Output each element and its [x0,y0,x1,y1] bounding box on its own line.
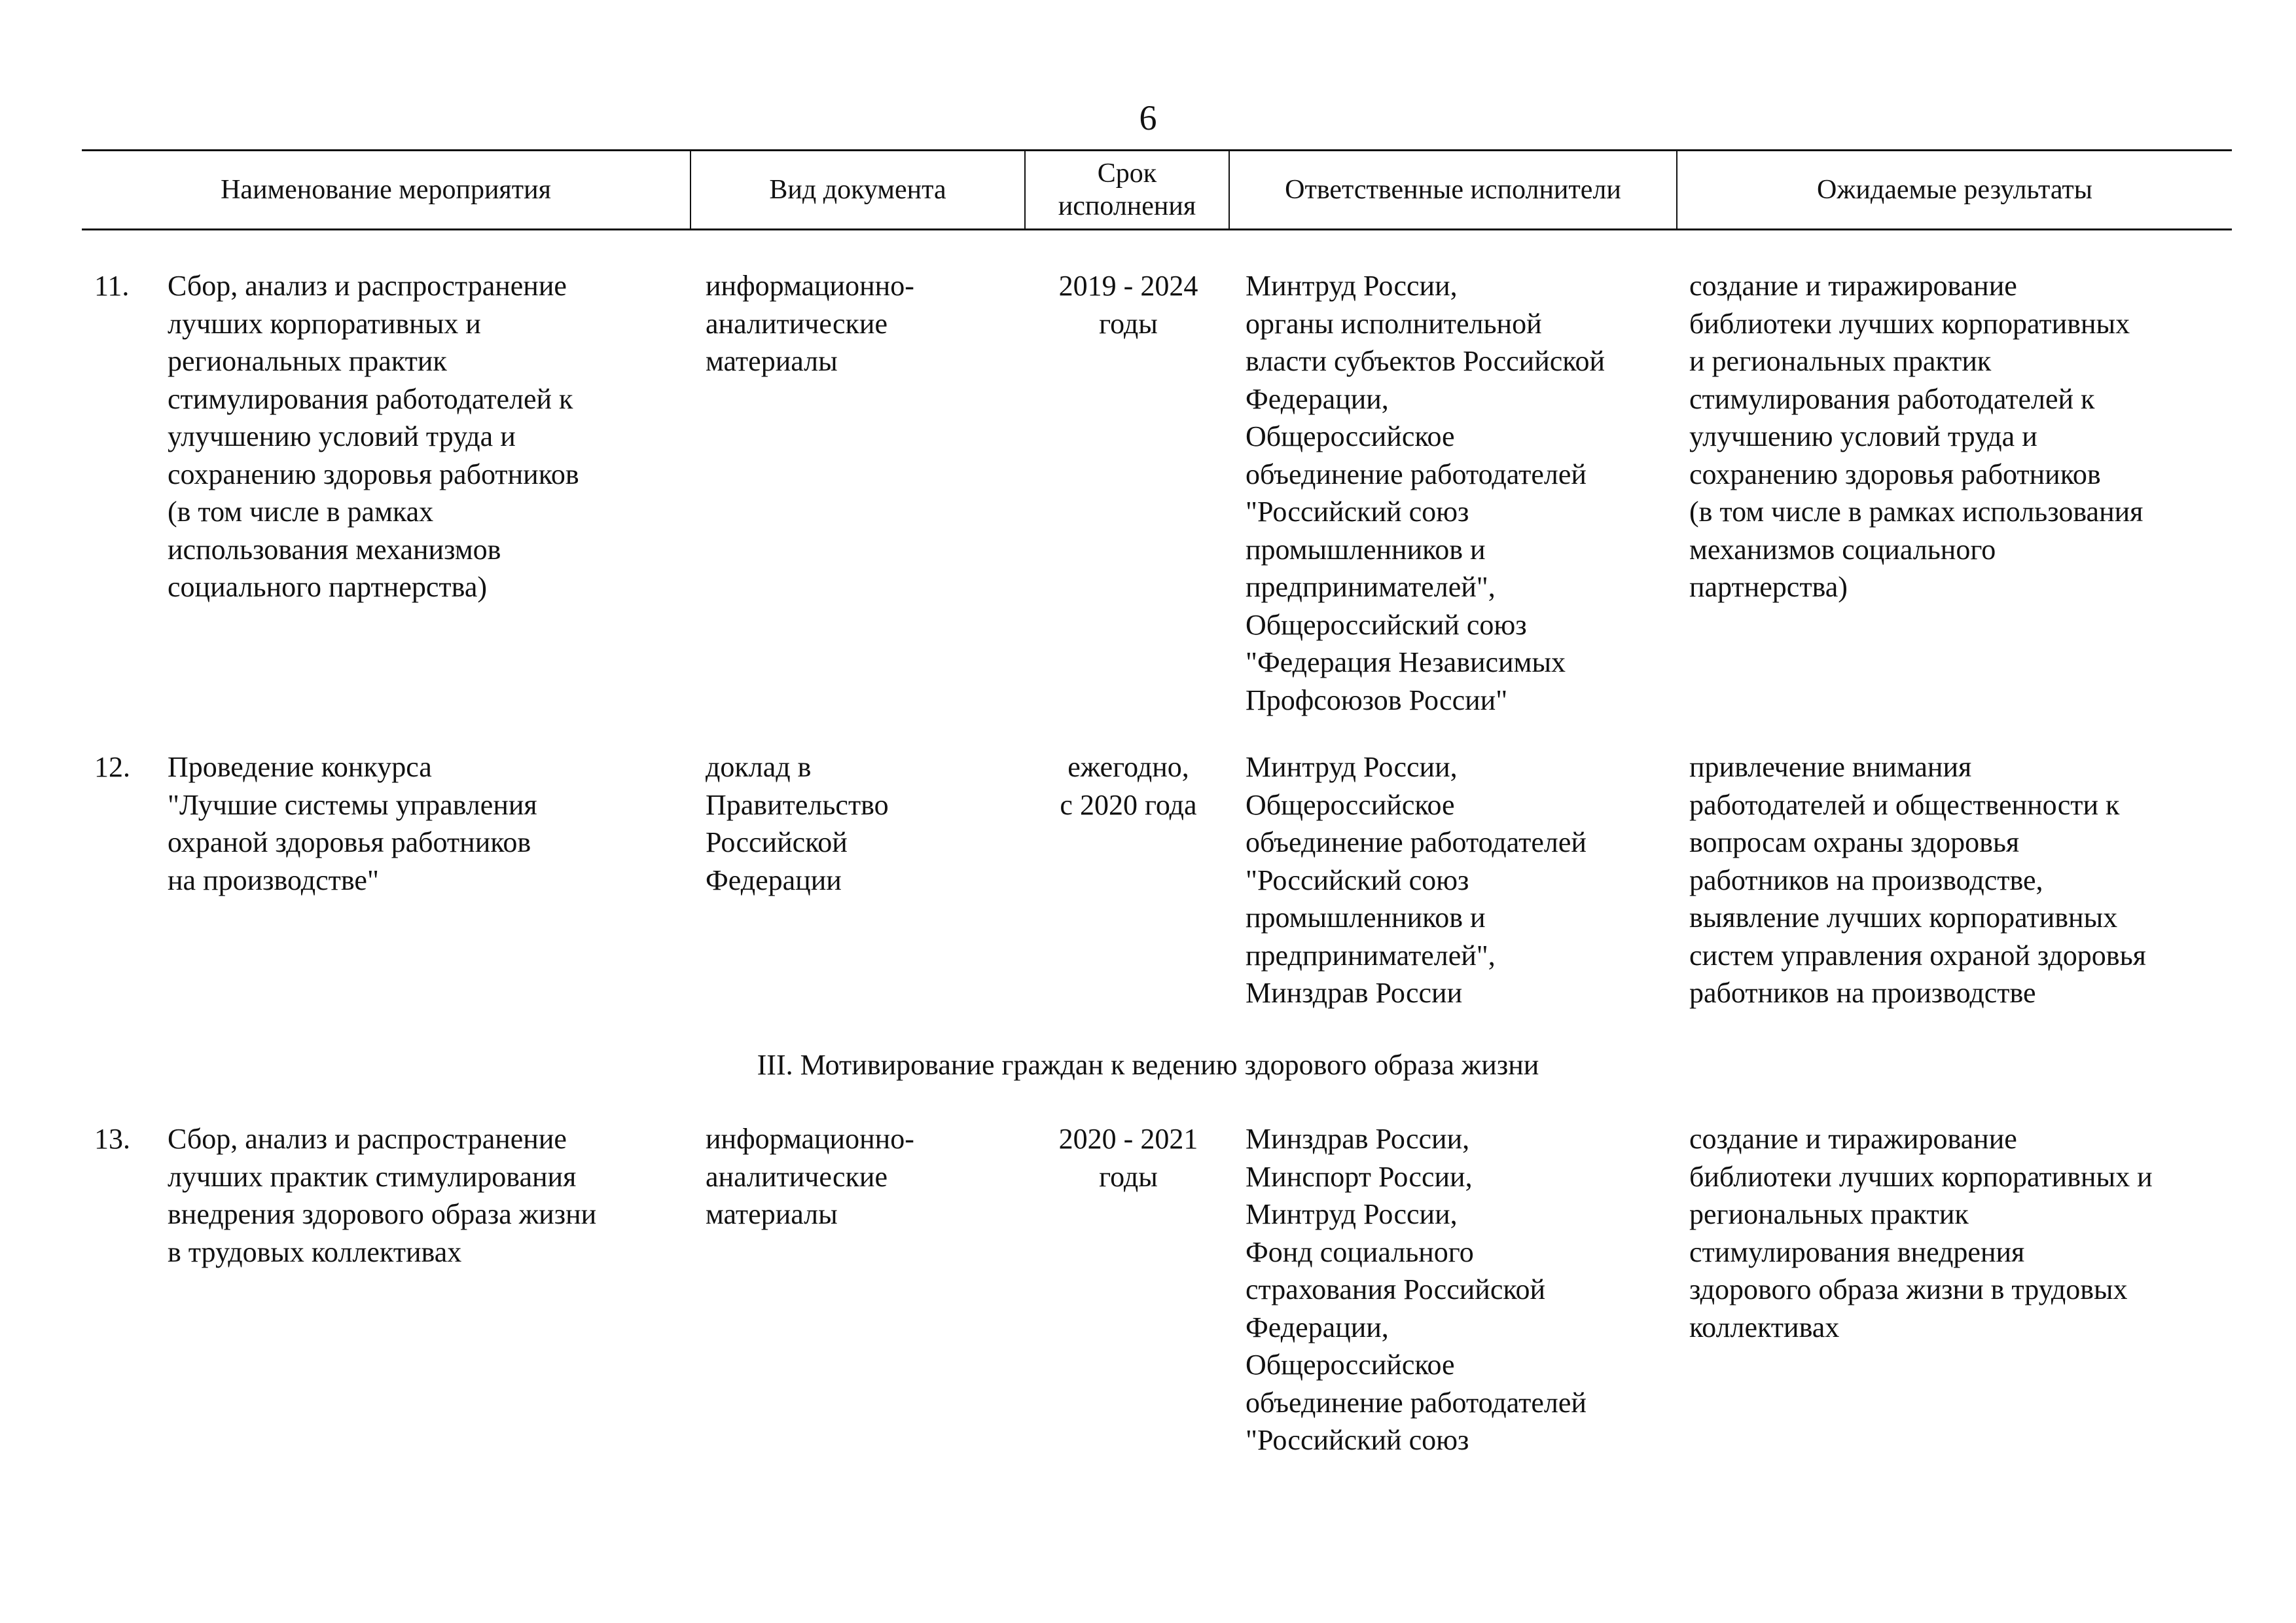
responsible-executors: Минтруд России, Общероссийское объединение работодателей "Российский союз промышленников и предпринимателей", Минздрав России [1246,751,1587,1009]
responsible-executors: Минздрав России, Минспорт России, Минтруд России, Фонд социального страхования Российской Федерации, Общероссийское объединение работодателей "Российский союз [1246,1123,1587,1456]
header-expected-results: Ожидаемые результаты [1817,175,2092,205]
expected-results: привлечение внимания работодателей и общественности к вопросам охраны здоровья работников на производстве, выявление лучших корпоративных систем управления охраной здоровья работников на производстве [1689,751,2146,1009]
row-number: 13. [94,1123,130,1155]
row-number: 12. [94,751,130,783]
expected-results: создание и тиражирование библиотеки лучших корпоративных и региональных практик стимулирования внедрения здорового образа жизни в трудовых коллективах [1689,1123,2153,1343]
measure-name: Сбор, анализ и распространение лучших корпоративных и региональных практик стимулирования работодателей к улучшению условий труда и сохранению здоровья работников (в том числе в рамках использования механизмов социального партнерства) [168,270,579,603]
section-title: III. Мотивирование граждан к ведению здорового образа жизни [757,1049,1539,1081]
responsible-executors: Минтруд России, органы исполнительной власти субъектов Российской Федерации, Общероссийское объединение работодателей "Российский союз промышленников и предпринимателей", Общероссийский союз "Федерация Независимых Профсоюзов России" [1246,270,1605,716]
measure-name: Сбор, анализ и распространение лучших практик стимулирования внедрения здорового образа жизни в трудовых коллективах [168,1123,597,1268]
document-type: информационно- аналитические материалы [706,1123,914,1230]
page-number: 6 [1139,98,1157,137]
header-document-type: Вид документа [691,151,1026,228]
measure-name: Проведение конкурса "Лучшие системы управления охраной здоровья работников на производстве" [168,751,537,896]
document-type: доклад в Правительство Российской Федерации [706,751,889,896]
header-deadline: Срок исполнения [1026,151,1230,228]
deadline: 2019 - 2024 годы [1058,270,1198,340]
document-type: информационно- аналитические материалы [706,270,914,377]
header-measure-name: Наименование мероприятия [82,151,691,228]
header-responsible: Ответственные исполнители [1230,151,1677,228]
expected-results: создание и тиражирование библиотеки лучших корпоративных и региональных практик стимулирования работодателей к улучшению условий труда и сохранению здоровья работников (в том числе в рамках использования механизмов социального партнерства) [1689,270,2144,603]
measures-table [82,149,2232,230]
table-header [82,149,2232,230]
row-number: 11. [94,270,130,302]
deadline: 2020 - 2021 годы [1058,1123,1198,1193]
deadline: ежегодно, с 2020 года [1060,751,1197,821]
